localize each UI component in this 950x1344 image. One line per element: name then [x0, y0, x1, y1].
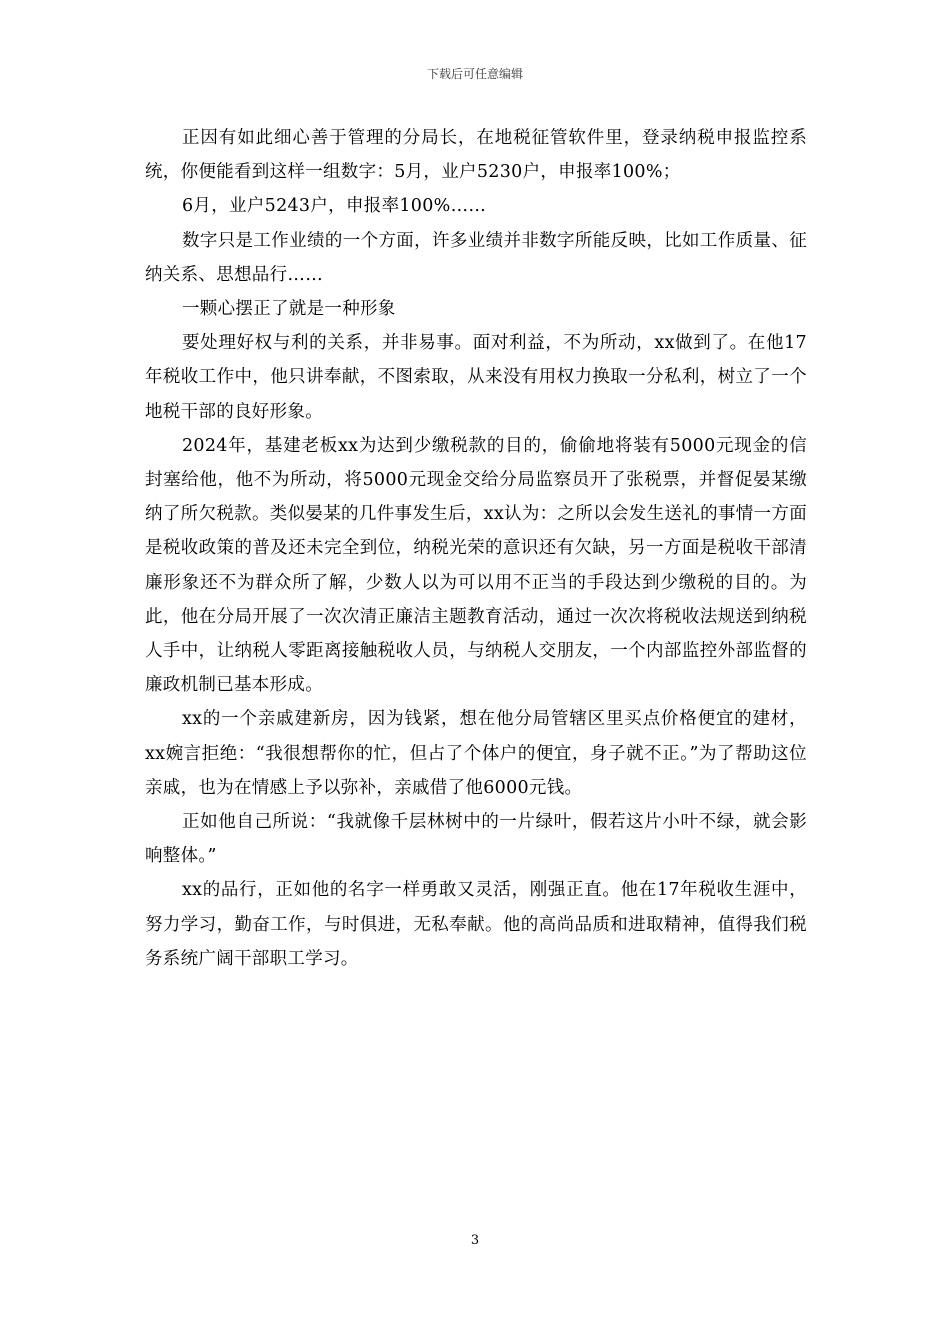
paragraph-6: xx的一个亲戚建新房，因为钱紧，想在他分局管辖区里买点价格便宜的建材，xx婉言拒绝：“我很想帮你的忙，但占了个体户的便宜，身子就不正。”为了帮助这位亲戚，也为在情感上予以弥补，亲戚借了他6000元钱。 [145, 709, 807, 798]
paragraph-5: 2024年，基建老板xx为达到少缴税款的目的，偷偷地将装有5000元现金的信封塞给他，他不为所动，将5000元现金交给分局监察员开了张税票，并督促晏某缴纳了所欠税款。类似晏某的几件事发生后，xx认为：之所以会发生送礼的事情一方面是税收政策的普及还未完全到位，纳税光荣的意识还有欠缺，另一方面是税收干部清廉形象还不为群众所了解，少数人以为可以用不正当的手段达到少缴税的目的。为此，他在分局开展了一次次清正廉洁主题教育活动，通过一次次将税收法规送到纳税人手中，让纳税人零距离接触税收人员，与纳税人交朋友，一个内部监控外部监督的廉政机制已基本形成。 [145, 435, 807, 696]
page-number: 3 [470, 1233, 480, 1248]
paragraph-4: 要处理好权与利的关系，并非易事。面对利益，不为所动，xx做到了。在他17年税收工作中，他只讲奉献，不图索取，从来没有用权力换取一分私利，树立了一个地税干部的良好形象。 [145, 333, 807, 422]
paragraph-3: 数字只是工作业绩的一个方面，许多业绩并非数字所能反映，比如工作质量、征纳关系、思想品行…… [145, 230, 807, 285]
document-body [145, 121, 807, 976]
paragraph-8: xx的品行，正如他的名字一样勇敢又灵活，刚强正直。他在17年税收生涯中，努力学习，勤奋工作，与时俱进，无私奉献。他的高尚品质和进取精神，值得我们税务系统广阔干部职工学习。 [145, 880, 807, 969]
page-header: 下载后可任意编辑 [426, 67, 523, 81]
paragraph-7: 正如他自己所说：“我就像千层林树中的一片绿叶，假若这片小叶不绿，就会影响整体。” [145, 812, 807, 867]
section-heading: 一颗心摆正了就是一种形象 [182, 299, 396, 320]
paragraph-1: 正因有如此细心善于管理的分局长，在地税征管软件里，登录纳税申报监控系统，你便能看到这样一组数字：5月，业户5230户，申报率100%； [145, 128, 807, 183]
paragraph-2: 6月，业户5243户，申报率100%…… [182, 196, 487, 217]
